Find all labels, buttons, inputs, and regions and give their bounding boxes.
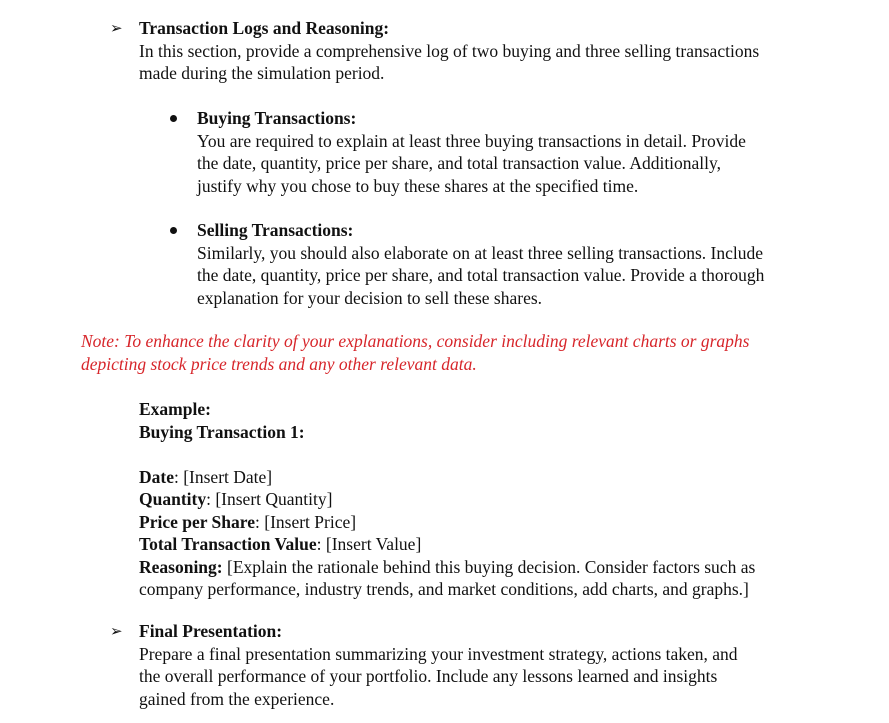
selling-transactions-line-3: explanation for your decision to sell these shares. bbox=[197, 287, 543, 308]
example-subheading: Buying Transaction 1: bbox=[139, 421, 305, 442]
selling-transactions-title: Selling Transactions: bbox=[197, 220, 354, 240]
transaction-logs-intro-line-2: made during the simulation period. bbox=[139, 63, 385, 83]
price-row bbox=[139, 511, 859, 534]
arrow-bullet-icon: ➢ bbox=[110, 19, 123, 37]
buying-transactions-line-3: justify why you chose to buy these shares at the specified time. bbox=[197, 175, 639, 196]
transaction-logs-title: Transaction Logs and Reasoning: bbox=[139, 18, 390, 38]
arrow-bullet-icon: ➢ bbox=[110, 622, 123, 640]
reasoning-row bbox=[139, 556, 859, 579]
example-block bbox=[139, 398, 859, 601]
final-presentation-line-2: the overall performance of your portfolio. Include any lessons learned and insights bbox=[139, 666, 718, 686]
quantity-value: : [Insert Quantity] bbox=[206, 489, 333, 509]
date-value: : [Insert Date] bbox=[173, 466, 273, 487]
final-presentation-line-3: gained from the experience. bbox=[139, 688, 335, 709]
total-row bbox=[139, 533, 859, 556]
quantity-label: Quantity bbox=[139, 489, 207, 509]
note-line-2: depicting stock price trends and any other relevant data. bbox=[81, 353, 477, 374]
total-value: : [Insert Value] bbox=[316, 534, 422, 554]
buying-transactions-line-1: You are required to explain at least three buying transactions in detail. Provide bbox=[197, 130, 746, 151]
date-label: Date bbox=[139, 466, 174, 487]
quantity-row bbox=[139, 488, 859, 511]
price-value: : [Insert Price] bbox=[255, 511, 357, 532]
transaction-logs-intro-line-1: In this section, provide a comprehensive log of two buying and three selling transactions bbox=[139, 40, 760, 61]
reasoning-label: Reasoning: bbox=[139, 556, 223, 577]
bullet-dot-icon bbox=[170, 115, 177, 122]
final-presentation-line-1: Prepare a final presentation summarizing your investment strategy, actions taken, and bbox=[139, 643, 738, 664]
selling-transactions-line-2: the date, quantity, price per share, and total transaction value. Provide a thorough bbox=[197, 265, 765, 285]
note-paragraph bbox=[81, 330, 851, 375]
selling-transactions-item bbox=[170, 219, 840, 309]
bullet-dot-icon bbox=[170, 227, 177, 234]
total-label: Total Transaction Value bbox=[139, 534, 317, 554]
date-row bbox=[139, 466, 859, 489]
buying-transactions-line-2: the date, quantity, price per share, and total transaction value. Additionally, bbox=[197, 153, 722, 173]
price-label: Price per Share bbox=[139, 511, 255, 532]
example-heading: Example: bbox=[139, 399, 211, 419]
buying-transactions-item bbox=[170, 107, 840, 197]
note-line-1: Note: To enhance the clarity of your explanations, consider including relevant charts or graphs bbox=[81, 331, 750, 351]
reasoning-line-2: company performance, industry trends, and market conditions, add charts, and graphs.] bbox=[139, 579, 749, 599]
final-presentation-title: Final Presentation: bbox=[139, 621, 283, 641]
buying-transactions-title: Buying Transactions: bbox=[197, 108, 357, 128]
selling-transactions-line-1: Similarly, you should also elaborate on at least three selling transactions. Include bbox=[197, 242, 764, 263]
reasoning-line-1: [Explain the rationale behind this buying decision. Consider factors such as bbox=[222, 556, 756, 577]
final-presentation-section bbox=[110, 620, 850, 710]
transaction-logs-section bbox=[110, 17, 850, 85]
